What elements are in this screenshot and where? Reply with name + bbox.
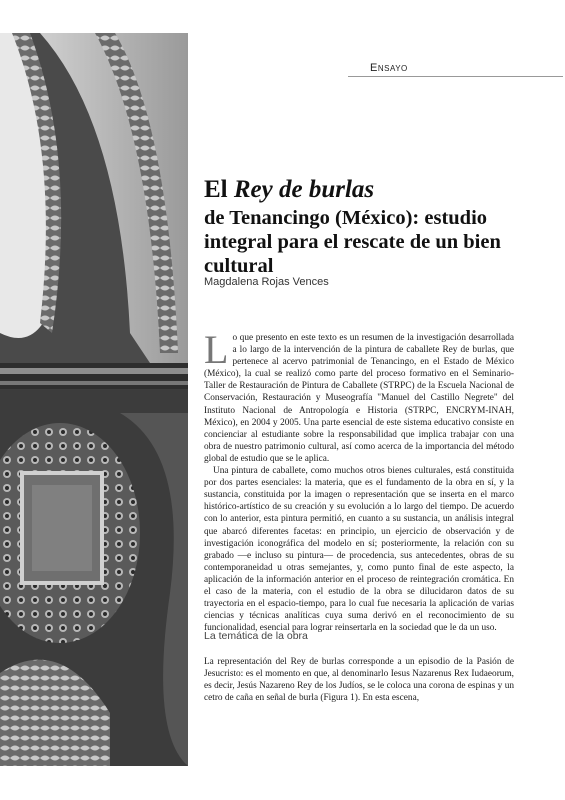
article-subtitle: de Tenancingo (México): estudio integral para el rescate de un bien cultural (204, 207, 501, 277)
section-heading: La temática de la obra (204, 630, 308, 642)
title-italic: Rey de burlas (233, 176, 375, 203)
paragraph-text: o que presento en este texto es un resumen de la investigación desarrollada a lo largo de la intervención de la pintura de caballete Rey de burlas, que pertenece al acervo patrimonial de Tenancingo, en el Estado de México (México), la cual se realizó como parte del proceso formativo en el Seminario-Taller de Restauración de Pintura de Caballete (STRPC) de la Escuela Nacional de Conservación, Restauración y Museografía "Manuel del Castillo Negrete" del Instituto Nacional de Antropología e Historia (STRPC, ENCRYM-INAH, México), en 2004 y 2005. Una parte esencial de este sistema educativo consiste en concienciar al estudiante sobre la responsabilidad que implica trabajar con una obra de nuestro patrimonio cultural, así como acerca de la importancia del método global de estudio que se le aplica. (204, 333, 514, 464)
paragraph: Una pintura de caballete, como muchos otros bienes culturales, está constituida por dos partes esenciales: la materia, que es el fundamento de la obra en sí, y la sustancia, constituida por la imagen o representación que se inserta en el marco histórico-artístico de su creación y su evolución a lo largo del tiempo. De acuerdo con lo anterior, esta pintura permitió, en cuanto a su sustancia, un análisis integral que abarcó diferentes facetas: en principio, un ejercicio de observación y de investigación iconográfica del modelo en sí; posteriormente, la relación con su grabado —e incluso su pintura— de procedencia, sus antecedentes, obras de su contemporaneidad u otras semejantes, y, como punto final de este aspecto, la aplicación de la información anterior en el proceso de reintegración cromática. En el caso de la materia, con el estudio de la obra se dilucidaron datos de su trayectoria en el espacio-tiempo, para lo cual fue necesaria la aplicación de varias ciencias y técnicas analíticas cuya suma derivó en el reconocimiento de su funcionalidad, esencial para lograr reinsertarla en la sociedad que le da un uso. (204, 466, 514, 634)
article-title (204, 176, 560, 204)
intro-text (204, 327, 514, 634)
ornate-frame-photo (0, 33, 188, 766)
paragraph (204, 327, 514, 465)
title-plain: El (204, 176, 234, 203)
paragraph: La representación del Rey de burlas corresponde a un episodio de la Pasión de Jesucristo: es el momento en que, al denominarlo Iesus Nazarenus Rex Iudaeorum, es decir, Jesús Nazareno Rey de los Judíos, se le coloca una corona de espinas y un cetro de caña en señal de burla (Figura 1). En esta escena, (204, 657, 514, 704)
title-block (204, 176, 560, 278)
section-rule (348, 76, 563, 77)
ornate-baroque-frame-icon (0, 33, 188, 766)
author-name: Magdalena Rojas Vences (204, 276, 329, 288)
section-label: Ensayo (370, 62, 408, 74)
dropcap: L (204, 327, 229, 372)
section-text (204, 656, 514, 704)
